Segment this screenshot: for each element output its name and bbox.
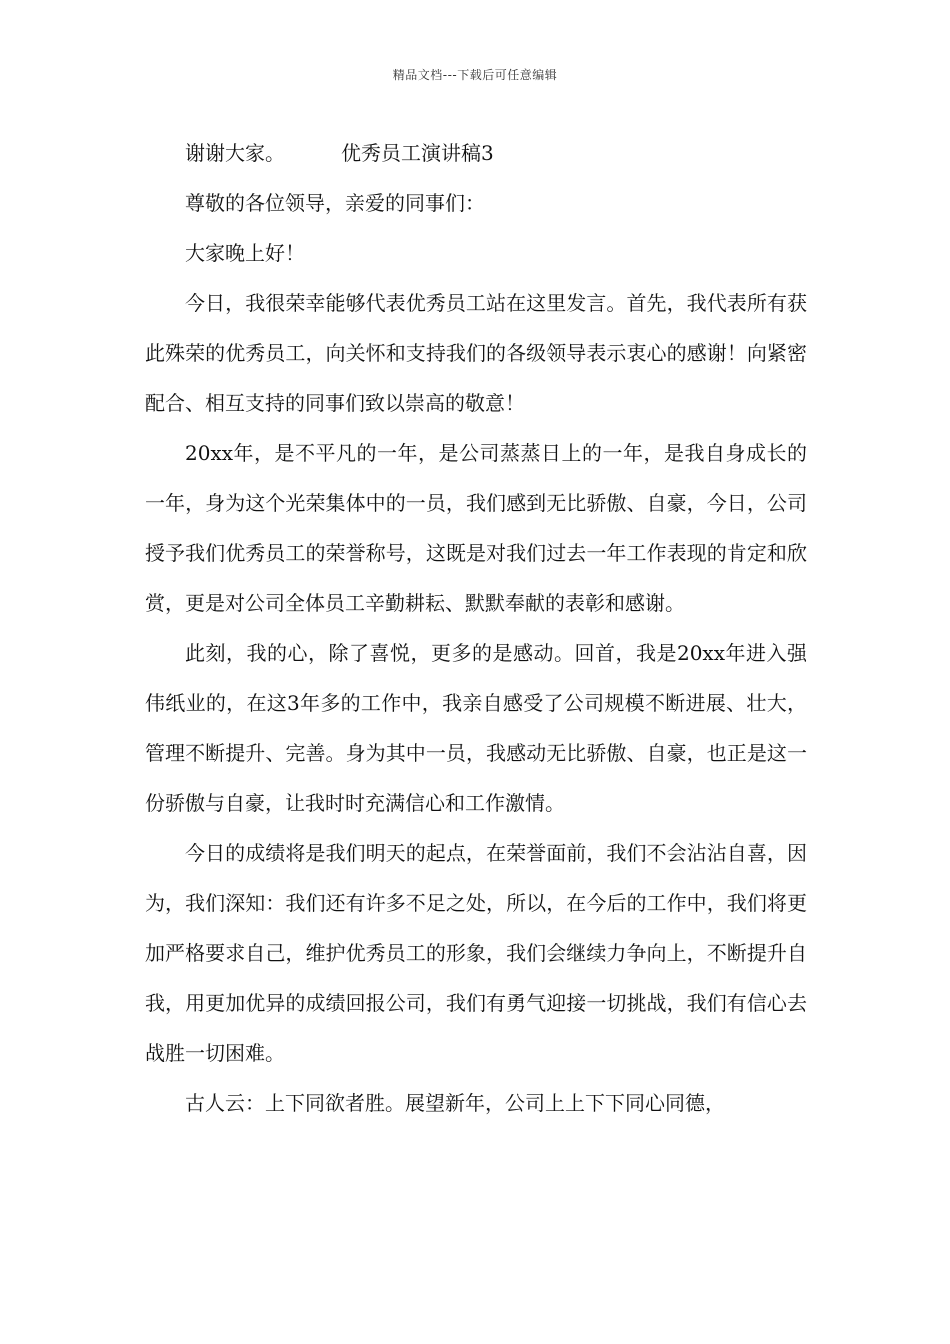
- document-body: [145, 128, 807, 1128]
- paragraph-5: 古人云：上下同欲者胜。展望新年，公司上上下下同心同德，: [185, 1091, 725, 1115]
- greeting: 大家晚上好！: [185, 241, 305, 265]
- closing-text: 谢谢大家。: [185, 141, 285, 165]
- closing-title-line: [145, 128, 807, 178]
- salutation: 尊敬的各位领导，亲爱的同事们：: [185, 191, 485, 215]
- paragraph-1: 今日，我很荣幸能够代表优秀员工站在这里发言。首先，我代表所有获此殊荣的优秀员工，向关怀和支持我们的各级领导表示衷心的感谢！向紧密配合、相互支持的同事们致以崇高的敬意！: [145, 291, 807, 415]
- document-title: 优秀员工演讲稿3: [341, 141, 494, 165]
- paragraph-3: 此刻，我的心，除了喜悦，更多的是感动。回首，我是20xx年进入强伟纸业的，在这3年多的工作中，我亲自感受了公司规模不断进展、壮大，管理不断提升、完善。身为其中一员，我感动无比骄傲、自豪，也正是这一份骄傲与自豪，让我时时充满信心和工作激情。: [145, 641, 807, 815]
- paragraph-4: 今日的成绩将是我们明天的起点，在荣誉面前，我们不会沾沾自喜，因为，我们深知：我们还有许多不足之处，所以，在今后的工作中，我们将更加严格要求自己，维护优秀员工的形象，我们会继续力争向上，不断提升自我，用更加优异的成绩回报公司，我们有勇气迎接一切挑战，我们有信心去战胜一切困难。: [145, 841, 807, 1065]
- page-header: 精品文档---下载后可任意编辑: [392, 68, 558, 82]
- paragraph-2: 20xx年，是不平凡的一年，是公司蒸蒸日上的一年，是我自身成长的一年，身为这个光荣集体中的一员，我们感到无比骄傲、自豪，今日，公司授予我们优秀员工的荣誉称号，这既是对我们过去一年工作表现的肯定和欣赏，更是对公司全体员工辛勤耕耘、默默奉献的表彰和感谢。: [145, 441, 807, 615]
